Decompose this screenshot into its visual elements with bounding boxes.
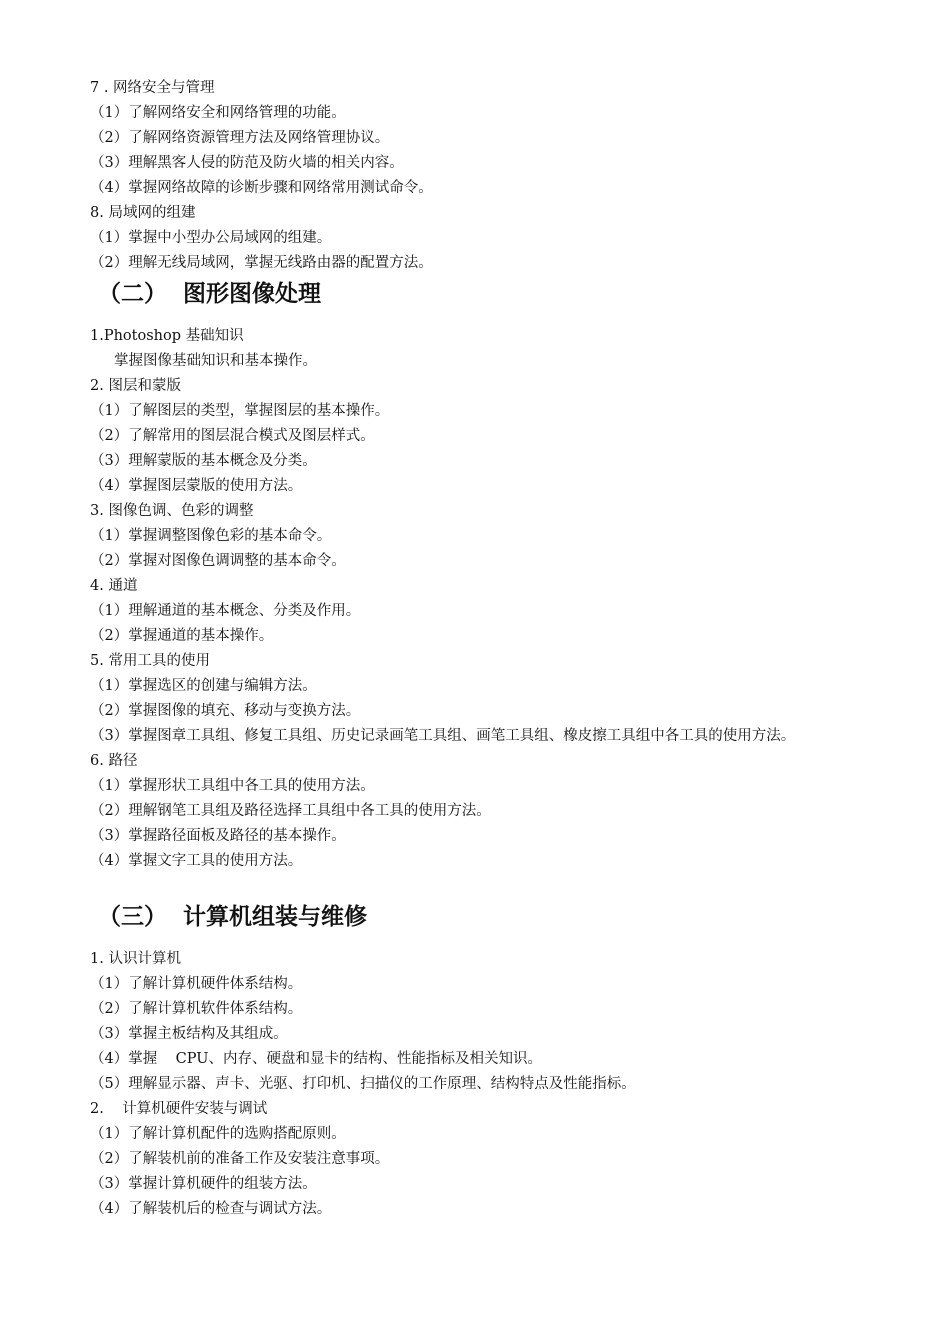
list-item: （2）理解钢笔工具组及路径选择工具组中各工具的使用方法。 [90,803,491,819]
graphics-section [90,324,870,874]
list-item: （1）掌握形状工具组中各工具的使用方法。 [90,778,375,794]
list-item: （2）掌握对图像色调调整的基本命令。 [90,553,346,569]
list-item: （4）掌握图层蒙版的使用方法。 [90,478,303,494]
item-title: 1.Photoshop 基础知识 [90,328,244,344]
list-item: （1）掌握选区的创建与编辑方法。 [90,678,317,694]
list-item: （4）掌握文字工具的使用方法。 [90,853,303,869]
list-item: （2）了解计算机软件体系结构。 [90,1001,303,1017]
list-item: （4）掌握网络故障的诊断步骤和网络常用测试命令。 [90,180,433,196]
paragraph: 掌握图像基础知识和基本操作。 [114,353,317,369]
item-title: 1. 认识计算机 [90,951,181,967]
list-item: （5）理解显示器、声卡、光驱、打印机、扫描仪的工作原理、结构特点及性能指标。 [90,1076,636,1092]
list-item: （3）掌握路径面板及路径的基本操作。 [90,828,346,844]
list-item: （4）了解装机后的检查与调试方法。 [90,1201,332,1217]
list-item: （2）掌握图像的填充、移动与变换方法。 [90,703,361,719]
list-item: （1）了解计算机配件的选购搭配原则。 [90,1126,346,1142]
list-item: （1）理解通道的基本概念、分类及作用。 [90,603,361,619]
list-item: （3）掌握计算机硬件的组装方法。 [90,1176,317,1192]
item-title: 8. 局域网的组建 [90,205,196,221]
list-item: （2）了解常用的图层混合模式及图层样式。 [90,428,375,444]
list-item: （1）掌握调整图像色彩的基本命令。 [90,528,332,544]
list-item: （1）了解网络安全和网络管理的功能。 [90,105,346,121]
list-item: （3）掌握主板结构及其组成。 [90,1026,288,1042]
list-item: （1）了解图层的类型，掌握图层的基本操作。 [90,403,390,419]
list-item: （2）了解装机前的准备工作及安装注意事项。 [90,1151,390,1167]
hardware-section [90,947,870,1222]
item-title: 6. 路径 [90,753,138,769]
item-title: 4. 通道 [90,578,138,594]
network-section [90,76,870,276]
section-heading-hardware: （三） 计算机组装与维修 [98,904,368,930]
list-item: （1）掌握中小型办公局域网的组建。 [90,230,332,246]
list-item: （2）理解无线局域网，掌握无线路由器的配置方法。 [90,255,433,271]
item-title: 5. 常用工具的使用 [90,653,210,669]
item-title: 7 . 网络安全与管理 [90,80,215,96]
item-title: 2. 计算机硬件安装与调试 [90,1101,268,1117]
list-item: （2）了解网络资源管理方法及网络管理协议。 [90,130,390,146]
section-heading-graphics: （二） 图形图像处理 [98,281,322,307]
list-item: （3）理解黑客人侵的防范及防火墙的相关内容。 [90,155,404,171]
list-item: （3）理解蒙版的基本概念及分类。 [90,453,317,469]
list-item: （3）掌握图章工具组、修复工具组、历史记录画笔工具组、画笔工具组、橡皮擦工具组中各工具的使用方法。 [90,728,796,744]
list-item: （2）掌握通道的基本操作。 [90,628,274,644]
list-item: （1）了解计算机硬件体系结构。 [90,976,303,992]
list-item: （4）掌握 CPU、内存、硬盘和显卡的结构、性能指标及相关知识。 [90,1051,542,1067]
item-title: 2. 图层和蒙版 [90,378,181,394]
item-title: 3. 图像色调、色彩的调整 [90,503,254,519]
